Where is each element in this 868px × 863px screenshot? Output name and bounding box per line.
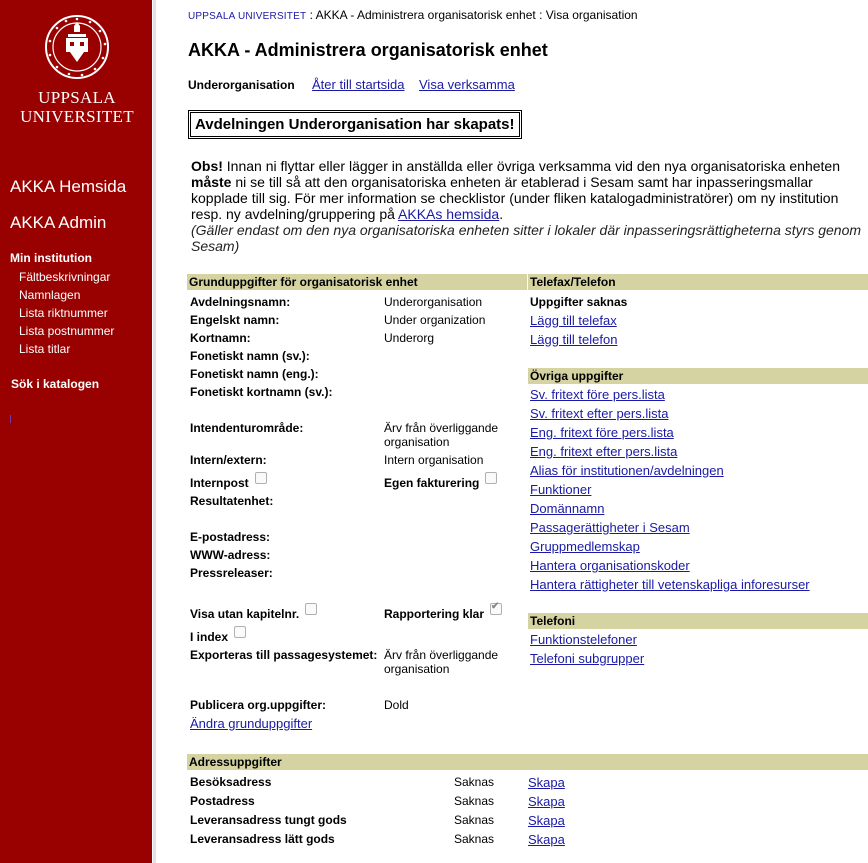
epost-label: E-postadress: (190, 530, 271, 544)
other-link-passagerattigheter[interactable]: Passagerättigheter i Sesam (530, 520, 690, 535)
publicera-value: Dold (384, 698, 409, 712)
avdelningsnamn-value: Underorganisation (384, 295, 483, 309)
address-create-link[interactable]: Skapa (528, 832, 565, 847)
akka-homepage-link[interactable]: AKKAs hemsida (398, 206, 500, 222)
other-info-header: Övriga uppgifter (528, 368, 868, 384)
engelskt-namn-label: Engelskt namn: (190, 313, 280, 327)
exporteras-value: Ärv från överliggande organisation (384, 648, 499, 676)
address-header: Adressuppgifter (187, 754, 868, 770)
visa-utan-kapitelnr-field: Visa utan kapitelnr. (190, 607, 317, 621)
edit-basic-info-link[interactable]: Ändra grunduppgifter (190, 716, 313, 731)
sidebar-divider (153, 0, 156, 863)
university-seal-logo (44, 14, 110, 80)
engelskt-namn-value: Under organization (384, 313, 486, 327)
add-telefax-link[interactable]: Lägg till telefax (530, 313, 617, 328)
show-active-link[interactable]: Visa verksamma (419, 77, 515, 92)
egen-fakturering-field: Egen fakturering (384, 476, 497, 490)
address-create-link[interactable]: Skapa (528, 794, 565, 809)
other-link-domannamn[interactable]: Domännamn (530, 501, 605, 516)
internpost-field: Internpost (190, 476, 267, 490)
basic-info-header: Grunduppgifter för organisatorisk enhet (187, 274, 527, 290)
address-row-label: Besöksadress (190, 775, 272, 789)
kortnamn-label: Kortnamn: (190, 331, 251, 345)
sidebar (0, 0, 152, 863)
telefax-header: Telefax/Telefon (528, 274, 868, 290)
kortnamn-value: Underorg (384, 331, 435, 345)
intern-extern-label: Intern/extern: (190, 453, 267, 467)
intendentur-label: Intendenturområde: (190, 421, 304, 435)
fonetiskt-namn-eng-label: Fonetiskt namn (eng.): (190, 367, 319, 381)
success-message: Avdelningen Underorganisation har skapats! (188, 110, 522, 139)
resultatenhet-label: Resultatenhet: (190, 494, 274, 508)
other-link-eng-fore[interactable]: Eng. fritext före pers.lista (530, 425, 674, 440)
i-index-checkbox[interactable] (234, 626, 246, 638)
address-row-label: Leveransadress lätt gods (190, 832, 335, 846)
funktionstelefoner-link[interactable]: Funktionstelefoner (530, 632, 637, 647)
breadcrumb (188, 8, 638, 22)
other-link-funktioner[interactable]: Funktioner (530, 482, 592, 497)
breadcrumb-home-link[interactable]: UPPSALA UNIVERSITET (188, 11, 307, 22)
intern-extern-value: Intern organisation (384, 453, 484, 467)
add-telefon-link[interactable]: Lägg till telefon (530, 332, 618, 347)
telefoni-subgrupper-link[interactable]: Telefoni subgrupper (530, 651, 645, 666)
internpost-checkbox[interactable] (255, 472, 267, 484)
nav-item-faltbeskrivningar[interactable]: Fältbeskrivningar (19, 270, 111, 284)
nav-item-namnlagen[interactable]: Namnlagen (19, 288, 81, 302)
text-cursor-mark (10, 415, 11, 423)
publicera-label: Publicera org.uppgifter: (190, 698, 327, 712)
nav-akka-home[interactable]: AKKA Hemsida (10, 177, 127, 196)
breadcrumb-trail: : AKKA - Administrera organisatorisk enhet : Visa organisation (309, 8, 638, 22)
other-link-sv-efter[interactable]: Sv. fritext efter pers.lista (530, 406, 669, 421)
pressreleaser-label: Pressreleaser: (190, 566, 273, 580)
page-title: AKKA - Administrera organisatorisk enhet (188, 40, 548, 60)
www-label: WWW-adress: (190, 548, 271, 562)
other-link-gruppmedlemskap[interactable]: Gruppmedlemskap (530, 539, 640, 554)
nav-item-riktnummer[interactable]: Lista riktnummer (19, 306, 108, 320)
other-link-sv-fore[interactable]: Sv. fritext före pers.lista (530, 387, 665, 402)
avdelningsnamn-label: Avdelningsnamn: (190, 295, 291, 309)
notice-text: Obs! Innan ni flyttar eller lägger in anställda eller övriga verksamma vid den nya organisatoriska enheten måste ni se till så att den organisatoriska enheten är etablerad i Sesam samt har inpasseringsmallar kopplade till sig. För mer information se checklistor (under fliken katalogadministratörer) om ny institution resp. ny avdelning/gruppering på AKKAs hemsida. (Gäller endast om den nya organisatoriska enheten sitter i lokaler där inpasseringsrättigheterna styrs genom Sesam) (191, 158, 862, 254)
other-link-inforesurser[interactable]: Hantera rättigheter till vetenskapliga inforesurser (530, 577, 810, 592)
intendentur-value: Ärv från överliggande organisation (384, 421, 499, 449)
other-link-eng-efter[interactable]: Eng. fritext efter pers.lista (530, 444, 678, 459)
address-create-link[interactable]: Skapa (528, 813, 565, 828)
address-row-label: Postadress (190, 794, 255, 808)
address-row-status: Saknas (454, 813, 495, 827)
notice-italic: (Gäller endast om den nya organisatoriska enheten sitter i lokaler där inpasseringsrättigheterna styrs genom Sesam) (191, 222, 862, 254)
other-link-alias[interactable]: Alias för institutionen/avdelningen (530, 463, 724, 478)
subnav-current: Underorganisation (188, 78, 295, 92)
nav-section-heading[interactable]: Min institution (10, 251, 92, 265)
exporteras-label: Exporteras till passagesystemet: (190, 648, 378, 662)
fonetiskt-namn-sv-label: Fonetiskt namn (sv.): (190, 349, 310, 363)
visa-utan-kapitelnr-checkbox[interactable] (305, 603, 317, 615)
rapportering-klar-checkbox[interactable] (490, 603, 502, 615)
fonetiskt-kortnamn-label: Fonetiskt kortnamn (sv.): (190, 385, 333, 399)
back-to-start-link[interactable]: Åter till startsida (312, 77, 405, 92)
nav-item-titlar[interactable]: Lista titlar (19, 342, 71, 356)
rapportering-klar-field: Rapportering klar✔ (384, 607, 502, 621)
telefax-missing: Uppgifter saknas (530, 295, 628, 309)
nav-item-postnummer[interactable]: Lista postnummer (19, 324, 115, 338)
university-name: UPPSALA UNIVERSITET (20, 88, 134, 126)
other-link-organisationskoder[interactable]: Hantera organisationskoder (530, 558, 690, 573)
address-row-status: Saknas (454, 832, 495, 846)
nav-search-catalog[interactable]: Sök i katalogen (11, 377, 100, 391)
telefoni-header: Telefoni (528, 613, 868, 629)
address-row-status: Saknas (454, 775, 495, 789)
address-row-status: Saknas (454, 794, 495, 808)
i-index-field: I index (190, 630, 246, 644)
address-row-label: Leveransadress tungt gods (190, 813, 347, 827)
address-create-link[interactable]: Skapa (528, 775, 565, 790)
nav-akka-admin[interactable]: AKKA Admin (10, 213, 107, 232)
egen-fakturering-checkbox[interactable] (485, 472, 497, 484)
